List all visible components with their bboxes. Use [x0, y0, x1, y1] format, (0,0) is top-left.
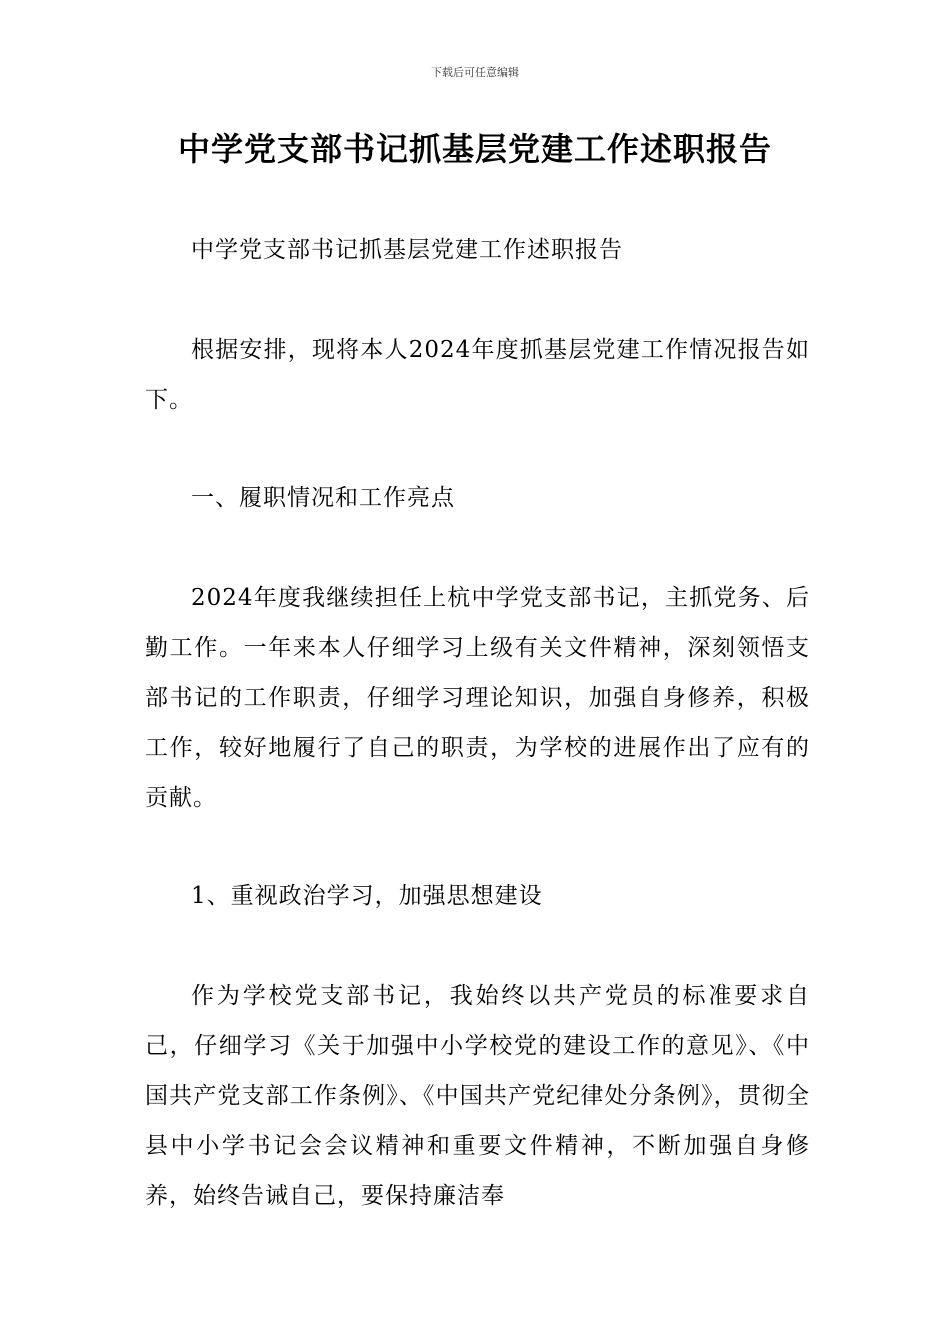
paragraph-duties [145, 573, 810, 823]
paragraph-text: 1、重视政治学习，加强思想建设 [191, 883, 543, 909]
section-heading-1 [145, 473, 810, 523]
paragraph-text: 一、履职情况和工作亮点 [191, 485, 455, 511]
paragraph-intro [145, 325, 810, 425]
paragraph-text: 作为学校党支部书记，我始终以共产党员的标准要求自己，仔细学习《关于加强中小学校党的建设工作的意见》、《中国共产党支部工作条例》、《中国共产党纪律处分条例》，贯彻全县中小学书记会会议精神和重要文件精神，不断加强自身修养，始终告诫自己，要保持廉洁奉 [145, 983, 810, 1209]
paragraph-subtitle [145, 225, 810, 275]
paragraph-study [145, 971, 810, 1221]
paragraph-text: 2024年度我继续担任上杭中学党支部书记，主抓党务、后勤工作。一年来本人仔细学习上级有关文件精神，深刻领悟支部书记的工作职责，仔细学习理论知识，加强自身修养，积极工作，较好地履行了自己的职责，为学校的进展作出了应有的贡献。 [145, 585, 810, 811]
paragraph-text: 根据安排，现将本人2024年度抓基层党建工作情况报告如下。 [145, 337, 810, 413]
document-title: 中学党支部书记抓基层党建工作述职报告 [177, 130, 772, 168]
subsection-heading-1 [145, 871, 810, 921]
paragraph-text: 中学党支部书记抓基层党建工作述职报告 [191, 237, 623, 263]
header-note: 下载后可任意编辑 [431, 66, 519, 79]
